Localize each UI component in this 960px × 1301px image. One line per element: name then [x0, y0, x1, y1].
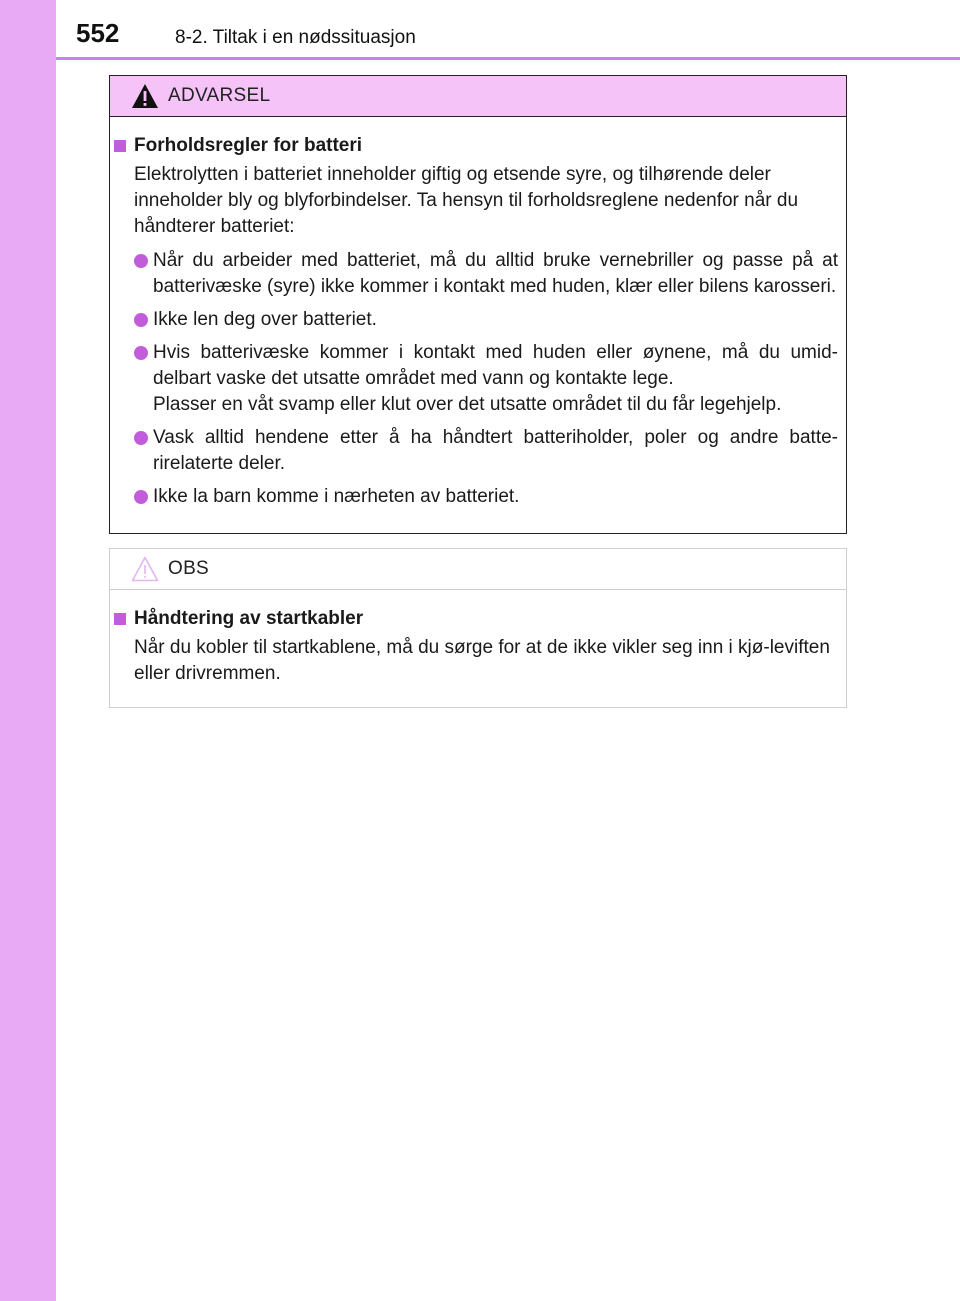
round-bullet-icon	[134, 490, 148, 504]
warning-triangle-filled-icon	[130, 82, 160, 110]
round-bullet-icon	[134, 346, 148, 360]
notice-heading-text: Håndtering av startkabler	[134, 608, 364, 629]
list-item	[110, 484, 838, 510]
warning-subheading	[110, 133, 838, 159]
list-item	[110, 248, 838, 300]
bullet-text: Vask alltid hendene etter å ha håndtert batteriholder, poler og andre batte-rirelaterte deler.	[153, 427, 838, 474]
notice-text: Når du kobler til startkablene, må du sørge for at de ikke vikler seg inn i kjø-leviften eller drivremmen.	[134, 637, 830, 684]
round-bullet-icon	[134, 431, 148, 445]
round-bullet-icon	[134, 313, 148, 327]
square-bullet-icon	[114, 140, 126, 152]
bullet-text: Ikke len deg over batteriet.	[153, 309, 377, 330]
section-title: 8-2. Tiltak i en nødssituasjon	[175, 27, 416, 48]
page-sidebar	[0, 0, 56, 1301]
page-number: 552	[76, 18, 120, 48]
warning-intro: Elektrolytten i batteriet inneholder giftig og etsende syre, og tilhørende deler inneholder bly og blyforbindelser. Ta hensyn til forholdsreglene nedenfor når du håndterer batteriet:	[134, 164, 799, 237]
square-bullet-icon	[114, 613, 126, 625]
round-bullet-icon	[134, 254, 148, 268]
warning-box-header	[110, 76, 846, 117]
warning-heading-text: Forholdsregler for batteri	[134, 135, 363, 156]
list-item	[110, 307, 838, 333]
list-item	[110, 340, 838, 418]
list-item	[110, 425, 838, 477]
bullet-text: Ikke la barn komme i nærheten av batteriet.	[153, 486, 520, 507]
warning-box	[109, 75, 847, 534]
warning-triangle-outline-icon	[130, 555, 160, 583]
notice-subheading	[110, 606, 838, 632]
notice-box-label: OBS	[168, 558, 210, 579]
bullet-extra-text: Plasser en våt svamp eller klut over det utsatte området til du får legehjelp.	[153, 394, 782, 415]
notice-box-header	[110, 549, 846, 590]
header-rule	[56, 57, 960, 60]
bullet-text: Når du arbeider med batteriet, må du alltid bruke vernebriller og passe på at batterivæske (syre) ikke kommer i kontakt med huden, klær eller bilens karosseri.	[153, 250, 838, 297]
warning-bullet-list	[110, 248, 838, 510]
bullet-text: Hvis batterivæske kommer i kontakt med huden eller øynene, må du umid-delbart vaske det utsatte området med vann og kontakte lege.	[153, 342, 838, 389]
warning-box-label: ADVARSEL	[168, 85, 271, 106]
notice-box	[109, 548, 847, 708]
